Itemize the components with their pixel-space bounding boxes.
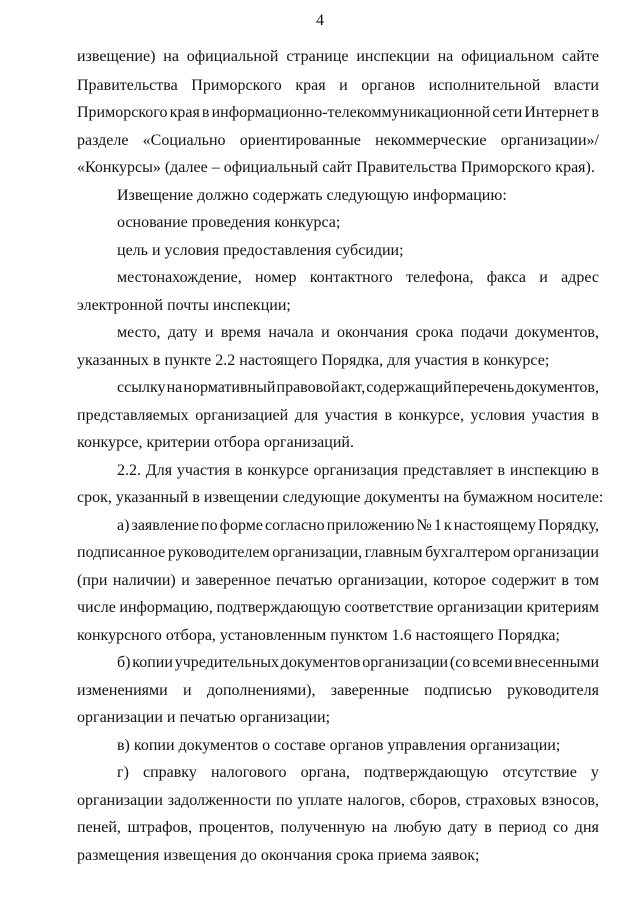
word: в bbox=[591, 104, 599, 121]
word: 2.2. bbox=[117, 462, 141, 479]
word: на bbox=[371, 819, 388, 836]
word: инспекцию bbox=[509, 462, 587, 479]
word: заверенные bbox=[330, 682, 409, 699]
text-line: указанных в пункте 2.2 настоящего Порядка, для участия в конкурсе; bbox=[77, 352, 550, 369]
text-line bbox=[77, 76, 599, 96]
text-line bbox=[77, 406, 599, 426]
word: организация bbox=[313, 462, 399, 479]
word: в bbox=[591, 407, 599, 424]
word: некоммерческие bbox=[375, 132, 487, 149]
word: на bbox=[437, 48, 454, 65]
word: подачи bbox=[460, 324, 508, 341]
word: информационно-телекоммуникационной bbox=[211, 104, 491, 121]
word: Интернет bbox=[524, 104, 590, 121]
word: а) bbox=[117, 517, 130, 534]
word: налогового bbox=[210, 764, 287, 781]
word: копии bbox=[132, 654, 173, 671]
word: Приморского bbox=[191, 77, 282, 94]
text-line: срок, указанный в извещении следующие документы на бумажном носителе: bbox=[77, 489, 604, 506]
word: края bbox=[295, 77, 326, 94]
word: и bbox=[181, 572, 190, 589]
word: участия bbox=[176, 462, 231, 479]
word: внесенными bbox=[514, 654, 599, 671]
word: дня bbox=[574, 819, 599, 836]
word: форме bbox=[219, 517, 263, 534]
text-line bbox=[117, 763, 599, 783]
word: представляет bbox=[402, 462, 493, 479]
word: организации»/ bbox=[500, 132, 599, 149]
word: ссылку bbox=[117, 379, 166, 396]
word: место, bbox=[117, 324, 161, 341]
word: со bbox=[553, 819, 569, 836]
word: власти bbox=[553, 77, 599, 94]
word: соответствие bbox=[344, 599, 434, 616]
word: и bbox=[321, 324, 330, 341]
text-line bbox=[77, 131, 599, 151]
word: страховых bbox=[465, 792, 537, 809]
word: заявление bbox=[131, 517, 199, 534]
text-line bbox=[77, 818, 599, 838]
word: на bbox=[163, 48, 179, 65]
word: у bbox=[590, 764, 599, 781]
word: штрафов, bbox=[127, 819, 193, 836]
text-line bbox=[117, 653, 599, 673]
word: (при bbox=[77, 572, 108, 589]
word: уплате bbox=[297, 792, 343, 809]
word: подтверждающую bbox=[216, 599, 341, 616]
text-line: цель и условия предоставления субсидии; bbox=[117, 242, 404, 259]
word: по bbox=[201, 517, 218, 534]
word: б) bbox=[117, 654, 131, 671]
word: в bbox=[497, 462, 506, 479]
word: срока bbox=[415, 324, 454, 341]
word: организации bbox=[513, 544, 599, 561]
word: контактного bbox=[309, 269, 393, 286]
word: организации, bbox=[337, 572, 428, 589]
word: подтверждающую bbox=[364, 764, 489, 781]
word: Правительства bbox=[77, 77, 178, 94]
text-line bbox=[77, 791, 599, 811]
word: полученную bbox=[280, 819, 366, 836]
page-number: 4 bbox=[316, 12, 324, 29]
word: дату bbox=[448, 819, 478, 836]
word: подписью bbox=[424, 682, 492, 699]
word: представляемых bbox=[77, 407, 189, 424]
word: условия bbox=[470, 407, 526, 424]
word: странице bbox=[286, 48, 349, 65]
word: и bbox=[539, 269, 548, 286]
word: сборов, bbox=[409, 792, 461, 809]
text-line bbox=[117, 461, 599, 481]
word: номер bbox=[254, 269, 297, 286]
word: которое bbox=[433, 572, 486, 589]
word: на bbox=[166, 379, 183, 396]
word: любую bbox=[393, 819, 442, 836]
word: сайте bbox=[561, 48, 599, 65]
word: разделе bbox=[77, 132, 129, 149]
word: № bbox=[416, 517, 432, 534]
word: главным bbox=[364, 544, 423, 561]
text-line bbox=[77, 47, 599, 67]
word: Приморского bbox=[77, 104, 168, 121]
word: отсутствие bbox=[502, 764, 577, 781]
word: взносов, bbox=[541, 792, 599, 809]
word: официальном bbox=[461, 48, 555, 65]
word: в bbox=[484, 819, 492, 836]
word: начала bbox=[268, 324, 314, 341]
word: документов, bbox=[515, 379, 599, 396]
word: учредительных bbox=[174, 654, 280, 671]
word: факса bbox=[486, 269, 526, 286]
word: в bbox=[384, 407, 392, 424]
word: конкурсе bbox=[247, 462, 309, 479]
word: акт, bbox=[340, 379, 366, 396]
word: документов bbox=[280, 654, 361, 671]
text-line bbox=[117, 268, 599, 288]
word: всеми bbox=[472, 654, 513, 671]
word: информацию, bbox=[119, 599, 213, 616]
text-line: основание проведения конкурса; bbox=[117, 214, 341, 231]
word: органов bbox=[361, 77, 416, 94]
word: организации, bbox=[272, 544, 363, 561]
word: 1 bbox=[433, 517, 442, 534]
word: в bbox=[201, 104, 210, 121]
word: содержит bbox=[491, 572, 556, 589]
word: телефона, bbox=[406, 269, 474, 286]
word: (со bbox=[449, 654, 471, 671]
word: инспекции bbox=[356, 48, 430, 65]
word: организацией bbox=[195, 407, 289, 424]
text-line bbox=[77, 543, 599, 563]
word: пеней, bbox=[77, 819, 121, 836]
word: «Социально bbox=[142, 132, 226, 149]
text-line: конкурсе, критерии отбора организаций. bbox=[77, 434, 354, 451]
word: время bbox=[220, 324, 261, 341]
text-line: размещения извещения до окончания срока приема заявок; bbox=[77, 847, 480, 864]
word: и bbox=[204, 324, 214, 341]
word: для bbox=[294, 407, 319, 424]
word: участия bbox=[531, 407, 585, 424]
word: исполнительной bbox=[428, 77, 541, 94]
word: подписанное bbox=[77, 544, 166, 561]
word: организации bbox=[77, 792, 163, 809]
word: приложению bbox=[326, 517, 415, 534]
text-line bbox=[77, 598, 599, 618]
word: дополнениями), bbox=[206, 682, 316, 699]
word: числе bbox=[77, 599, 116, 616]
word: в bbox=[561, 572, 569, 589]
word: края bbox=[169, 104, 200, 121]
word: согласно bbox=[265, 517, 325, 534]
word: Порядку, bbox=[537, 517, 599, 534]
word: руководителем bbox=[167, 544, 270, 561]
text-line: конкурсного отбора, установленным пунктом 1.6 настоящего Порядка; bbox=[77, 627, 560, 644]
word: участия bbox=[324, 407, 378, 424]
word: нормативный bbox=[183, 379, 276, 396]
word: г) bbox=[117, 764, 129, 781]
word: справку bbox=[142, 764, 197, 781]
word: печатью bbox=[276, 572, 333, 589]
word: по bbox=[275, 792, 293, 809]
text-line: Извещение должно содержать следующую информацию: bbox=[117, 187, 507, 204]
text-line bbox=[77, 103, 599, 123]
word: окончания bbox=[337, 324, 409, 341]
word: задолженности bbox=[167, 792, 272, 809]
word: период bbox=[498, 819, 547, 836]
word: документов, bbox=[515, 324, 599, 341]
word: том bbox=[574, 572, 599, 589]
word: местонахождение, bbox=[117, 269, 242, 286]
word: содержащий bbox=[366, 379, 452, 396]
word: перечень bbox=[452, 379, 515, 396]
word: ориентированные bbox=[239, 132, 361, 149]
word: Для bbox=[145, 462, 173, 479]
word: заверенное bbox=[195, 572, 271, 589]
word: налогов, bbox=[347, 792, 405, 809]
word: организации bbox=[362, 654, 449, 671]
text-line bbox=[117, 378, 599, 398]
word: и bbox=[183, 682, 192, 699]
word: наличии) bbox=[112, 572, 176, 589]
word: организации bbox=[436, 599, 523, 616]
word: процентов, bbox=[198, 819, 274, 836]
word: правовой bbox=[276, 379, 340, 396]
text-line bbox=[117, 516, 599, 536]
word: и bbox=[339, 77, 348, 94]
text-line: «Конкурсы» (далее – официальный сайт Правительства Приморского края). bbox=[77, 159, 595, 176]
word: сети bbox=[492, 104, 523, 121]
word: извещение) bbox=[77, 48, 156, 65]
text-line bbox=[117, 323, 599, 343]
text-line: организации и печатью организации; bbox=[77, 709, 331, 726]
word: конкурсе, bbox=[398, 407, 464, 424]
word: к bbox=[443, 517, 452, 534]
word: бухгалтером bbox=[425, 544, 511, 561]
text-line: в) копии документов о составе органов управления организации; bbox=[117, 737, 561, 754]
word: адрес bbox=[561, 269, 599, 286]
word: руководителя bbox=[507, 682, 599, 699]
word: в bbox=[234, 462, 243, 479]
text-line: электронной почты инспекции; bbox=[77, 297, 291, 314]
word: настоящему bbox=[453, 517, 536, 534]
text-line bbox=[77, 571, 599, 591]
word: изменениями bbox=[77, 682, 168, 699]
word: органа, bbox=[300, 764, 350, 781]
word: дату bbox=[167, 324, 198, 341]
word: критериям bbox=[526, 599, 599, 616]
word: официальной bbox=[186, 48, 279, 65]
word: в bbox=[591, 462, 599, 479]
text-line bbox=[77, 681, 599, 701]
